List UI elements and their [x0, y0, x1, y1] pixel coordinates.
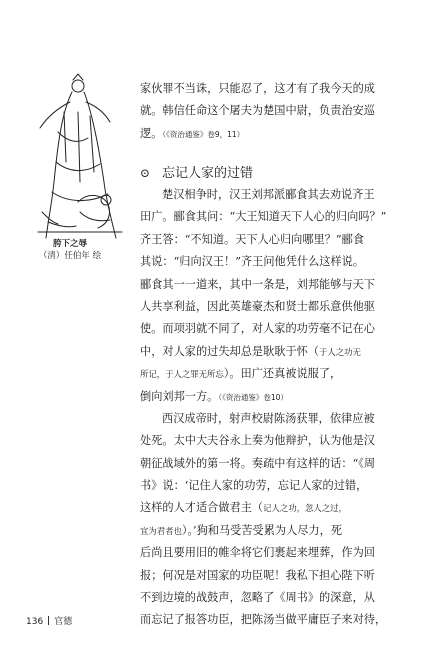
figure-illustration: [18, 72, 128, 242]
text-line: 处死。太中大夫谷永上奏为他辩护，认为他是汉: [140, 434, 375, 448]
text-fragment: ）。田广还真被说服了，: [223, 367, 342, 381]
classical-quote: 宜为君者也: [140, 525, 182, 536]
text-fragment: 中，对人家的过失却总是耿耿于怀（: [140, 344, 320, 358]
text-line: 齐王答：“不知道。天下人心归向哪里？”郦食: [140, 232, 365, 246]
page-number: 136: [26, 617, 44, 627]
text-line: 书》说：‘记住人家的功劳，忘记人家的过错，: [140, 479, 368, 493]
source-note: （《资治通鉴》卷10）: [218, 392, 288, 402]
text-fragment: ）。’狗和马受苦受累为人尽力，死: [181, 523, 343, 537]
body-text: [140, 184, 412, 632]
text-line: 朝征战域外的第一将。奏疏中有这样的话：“《周: [140, 456, 376, 470]
text-line: 其说：“归向汉王！”齐王问他凭什么这样说。: [140, 255, 365, 269]
section-mark-icon: ⊙: [140, 166, 151, 180]
caption-credit: （清）任伯年 绘: [38, 251, 102, 261]
text-line: 就。韩信任命这个屠夫为楚国中尉，负责治安巡: [140, 104, 375, 118]
text-line: 而忘记了报答功臣，把陈汤当做平庸臣子来对待，: [140, 613, 387, 627]
text-line: 楚汉相争时，汉王刘邦派郦食其去劝说齐王: [162, 188, 375, 201]
text-line: [140, 341, 412, 363]
text-fragment: 逻。: [140, 126, 163, 140]
classical-quote: 所记，于人之罪无所忘: [140, 369, 224, 380]
text-line: 不到边境的战鼓声，忽略了《周书》的深意，从: [140, 591, 375, 605]
section-heading: [140, 162, 253, 184]
text-fragment: 这样的人才适合做君主（: [140, 501, 264, 515]
classical-quote: 于人之功无: [319, 346, 361, 357]
section-title: 忘记人家的过错: [162, 166, 254, 181]
text-line: [140, 123, 412, 145]
text-line: 使。而项羽就不同了，对人家的功劳毫不记在心: [140, 322, 375, 336]
text-line: 田广。郦食其问：“大王知道天下人心的归向吗？”: [140, 210, 387, 224]
book-title: 官德: [54, 617, 73, 627]
text-line: [140, 497, 412, 519]
text-line: 郦食其一一道来，其中一条是，刘邦能够与天下: [140, 277, 375, 291]
text-line: [140, 520, 412, 542]
text-line: 报；何况是对国家的功臣呢！我私下担心陛下听: [140, 568, 375, 582]
text-line: 西汉成帝时，射声校尉陈汤获罪，依律应被: [162, 411, 375, 425]
text-line: 后尚且要用旧的帷伞将它们裹起来埋葬，作为回: [140, 546, 375, 560]
text-line: 家伙罪不当诛，只能忍了，这才有了我今天的成: [140, 82, 375, 95]
illustration-caption: [20, 238, 120, 262]
text-line: [140, 363, 412, 385]
top-paragraph: [140, 78, 412, 145]
text-fragment: 倒向刘邦一方。: [140, 389, 219, 403]
source-note: （《资治通鉴》卷9，11）: [162, 129, 245, 139]
page-footer: [26, 614, 72, 627]
caption-title: 胯下之辱: [52, 239, 87, 249]
text-line: [140, 386, 412, 408]
text-line: 人共享利益，因此英雄豪杰和贤士都乐意供他驱: [140, 299, 375, 313]
classical-quote: 记人之功，忽人之过，: [263, 503, 347, 514]
footer-divider: [48, 616, 49, 625]
